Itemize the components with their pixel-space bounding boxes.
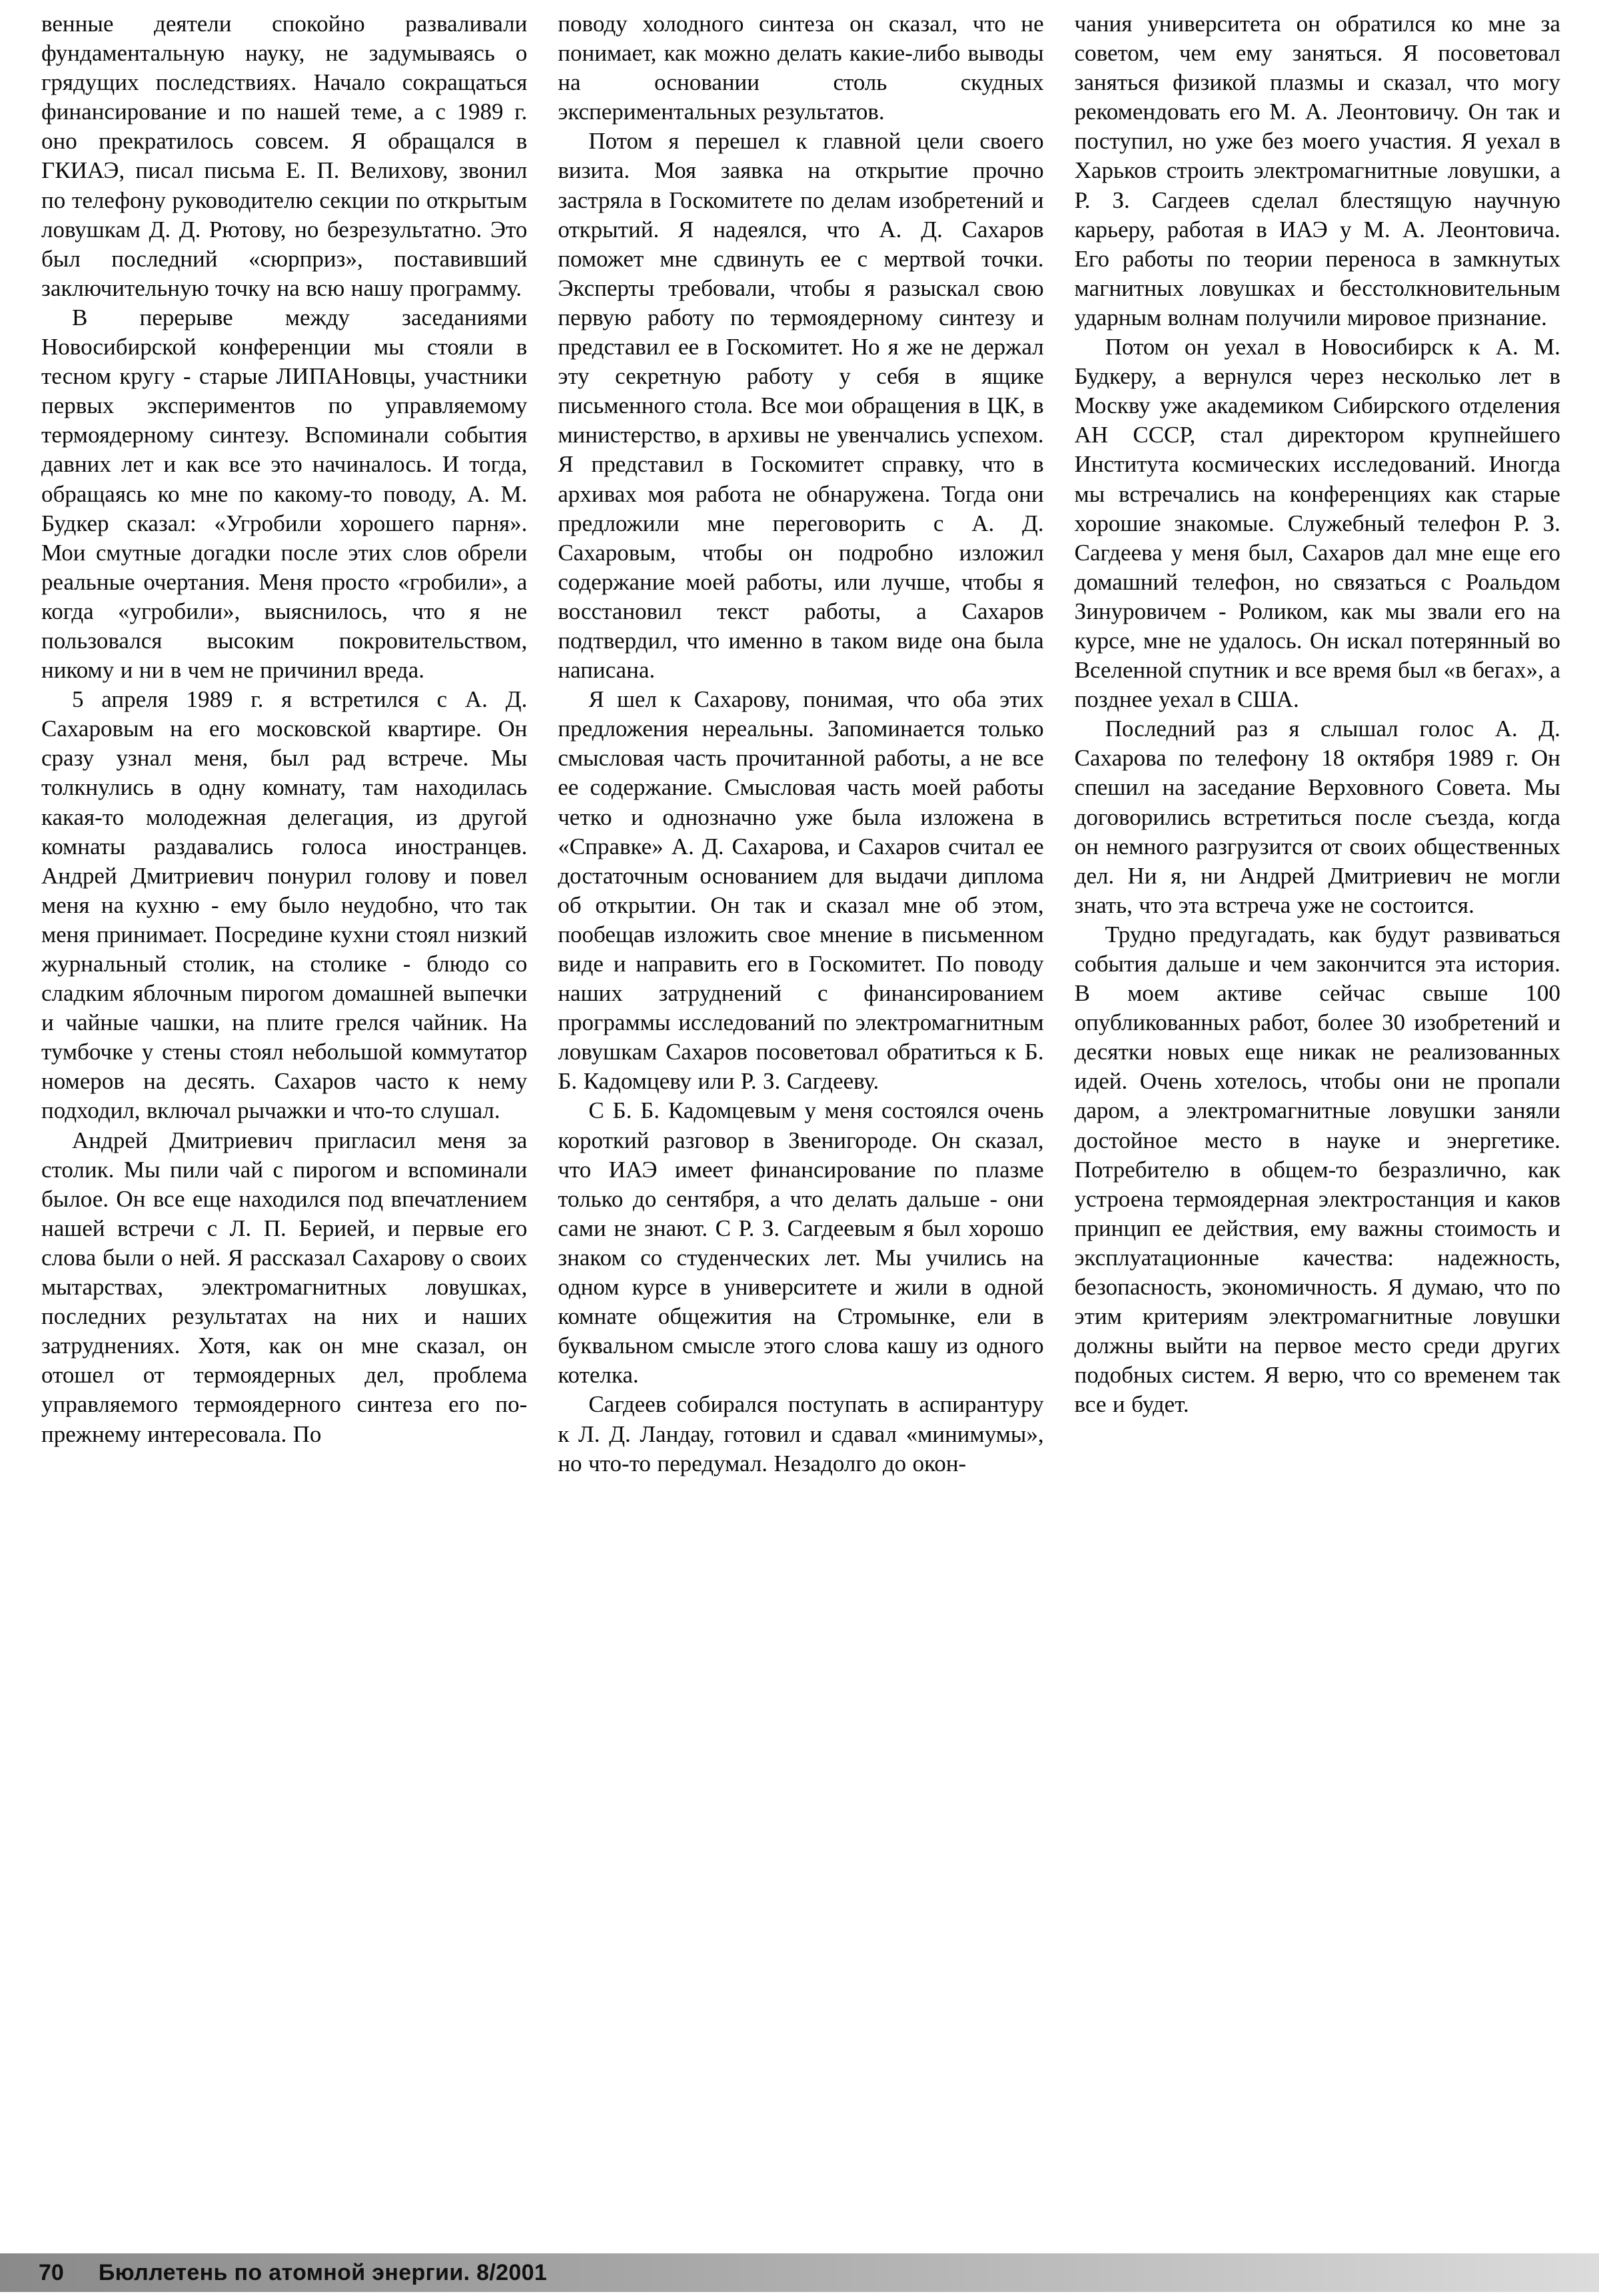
text-column-1 [41,9,527,2244]
text-column-2 [558,9,1043,2244]
paragraph: Сагдеев собирался поступать в аспирантуру к Л. Д. Ландау, готовил и сдавал «минимумы», но что-то передумал. Незадолго до окон- [558,1391,1044,1476]
paragraph: С Б. Б. Кадомцевым у меня состоялся очень короткий разговор в Звенигороде. Он сказал, что ИАЭ имеет финансирование по плазме только до сентября, а что делать дальше - они сами не знают. С Р. З. Сагдеевым я был хорошо знаком со студенческих лет. Мы учились на одном курсе в университете и жили в одной комнате общежития на Стромынке, ели в буквальном смысле этого слова кашу из одного котелка. [558,1097,1044,1389]
paragraph: чания университета он обратился ко мне за советом, чем ему заняться. Я посоветовал заняться физикой плазмы и сказал, что могу рекомендовать его М. А. Леонтовичу. Он так и поступил, но уже без моего участия. Я уехал в Харьков строить электромагнитные ловушки, а Р. З. Сагдеев сделал блестящую научную карьеру, работая в ИАЭ у М. А. Леонтовича. Его работы по теории переноса в замкнутых магнитных ловушках и бесстолкновительным ударным волнам получили мировое признание. [1074,11,1560,330]
paragraph: поводу холодного синтеза он сказал, что не понимает, как можно делать какие-либо выводы на основании столь скудных экспериментальных результатов. [558,11,1044,125]
journal-title: Бюллетень по атомной энергии. 8/2001 [98,2259,548,2285]
paragraph: Андрей Дмитриевич пригласил меня за столик. Мы пили чай с пирогом и вспоминали былое. Он все еще находился под впечатлением нашей встречи с Л. П. Берией, и первые его слова были о ней. Я рассказал Сахарову о своих мытарствах, электромагнитных ловушках, последних результатах на них и наших затруднениях. Хотя, как он мне сказал, он отошел от термоядерных дел, проблема управляемого термоядерного синтеза его по-прежнему интересовала. По [41,1127,528,1447]
paragraph: Трудно предугадать, как будут развиваться события дальше и чем закончится эта история. В моем активе сейчас свыше 100 опубликованных работ, более 30 изобретений и десятки новых еще никак не реализованных идей. Очень хотелось, чтобы они не пропали даром, а электромагнитные ловушки заняли достойное место в науке и энергетике. Потребителю в общем-то безразлично, как устроена термоядерная электростанция и каков принцип ее действия, ему важны стоимость и эксплуатационные качества: надежность, безопасность, экономичность. Я думаю, что по этим критериям электромагнитные ловушки должны выйти на первое место среди других подобных систем. Я верю, что со временем так все и будет. [1074,921,1560,1418]
paragraph: Потом я перешел к главной цели своего визита. Моя заявка на открытие прочно застряла в Госкомитете по делам изобретений и открытий. Я надеялся, что А. Д. Сахаров поможет мне сдвинуть ее с мертвой точки. Эксперты требовали, чтобы я разыскал свою первую работу по термоядерному синтезу и представил ее в Госкомитет. Но я же не держал эту секретную работу у себя в ящике письменного стола. Все мои обращения в ЦК, в министерство, в архивы не увенчались успехом. Я представил в Госкомитет справку, что в архивах моя работа не обнаружена. Тогда они предложили мне переговорить с А. Д. Сахаровым, чтобы он подробно изложил содержание моей работы, или лучше, чтобы я восстановил текст работы, а Сахаров подтвердил, что именно в таком виде она была написана. [558,128,1044,684]
paragraph: Потом он уехал в Новосибирск к А. М. Будкеру, а вернулся через несколько лет в Москву уже академиком Сибирского отделения АН СССР, стал директором крупнейшего Института космических исследований. Иногда мы встречались на конференциях как старые хорошие знакомые. Служебный телефон Р. З. Сагдеева у меня был, Сахаров дал мне еще его домашний телефон, но связаться с Роальдом Зинуровичем - Роликом, как мы звали его на курсе, мне не удалось. Он искал потерянный во Вселенной спутник и все время был «в бегах», а позднее уехал в США. [1074,334,1560,713]
text-column-3 [1075,9,1560,2244]
page-number: 70 [39,2259,64,2285]
paragraph: Последний раз я слышал голос А. Д. Сахарова по телефону 18 октября 1989 г. Он спешил на заседание Верховного Совета. Мы договорились встретиться после съезда, когда он немного разгрузится от своих общественных дел. Ни я, ни Андрей Дмитриевич не могли знать, что эта встреча уже не состоится. [1074,716,1560,918]
paragraph: Я шел к Сахарову, понимая, что оба этих предложения нереальны. Запоминается только смысловая часть прочитанной работы, а не все ее содержание. Смысловая часть моей работы четко и однозначно уже была изложена в «Справке» А. Д. Сахарова, и Сахаров считал ее достаточным основанием для выдачи диплома об открытии. Он так и сказал мне об этом, пообещав изложить свое мнение в письменном виде и направить его в Госкомитет. По поводу наших затруднений с финансированием программы исследований по электромагнитным ловушкам Сахаров посоветовал обратиться к Б. Б. Кадомцеву или Р. З. Сагдееву. [558,686,1044,1095]
article-body [41,9,1560,2244]
page-footer [0,2253,1599,2292]
paragraph: 5 апреля 1989 г. я встретился с А. Д. Сахаровым на его московской квартире. Он сразу узнал меня, был рад встрече. Мы толкнулись в одну комнату, там находилась какая-то молодежная делегация, из другой комнаты раздавались голоса иностранцев. Андрей Дмитриевич понурил голову и повел меня на кухню - ему было неудобно, что так меня принимает. Посредине кухни стоял низкий журнальный столик, на столике - блюдо со сладким яблочным пирогом домашней выпечки и чайные чашки, на плите грелся чайник. На тумбочке у стены стоял небольшой коммутатор номеров на десять. Сахаров часто к нему подходил, включал рычажки и что-то слушал. [41,686,528,1124]
paragraph: венные деятели спокойно разваливали фундаментальную науку, не задумываясь о грядущих последствиях. Начало сокращаться финансирование и по нашей теме, а с 1989 г. оно прекратилось совсем. Я обращался в ГКИАЭ, писал письма Е. П. Велихову, звонил по телефону руководителю секции по открытым ловушкам Д. Д. Рютову, но безрезультатно. Это был последний «сюрприз», поставивший заключительную точку на всю нашу программу. [41,11,528,301]
paragraph: В перерыве между заседаниями Новосибирской конференции мы стояли в тесном кругу - старые ЛИПАНовцы, участники первых экспериментов по управляемому термоядерному синтезу. Вспоминали события давних лет и как все это начиналось. И тогда, обращаясь ко мне по какому-то поводу, А. М. Будкер сказал: «Угробили хорошего парня». Мои смутные догадки после этих слов обрели реальные очертания. Меня просто «гробили», а когда «угробили», выяснилось, что я не пользовался высоким покровительством, никому и ни в чем не причинил вреда. [41,304,528,684]
